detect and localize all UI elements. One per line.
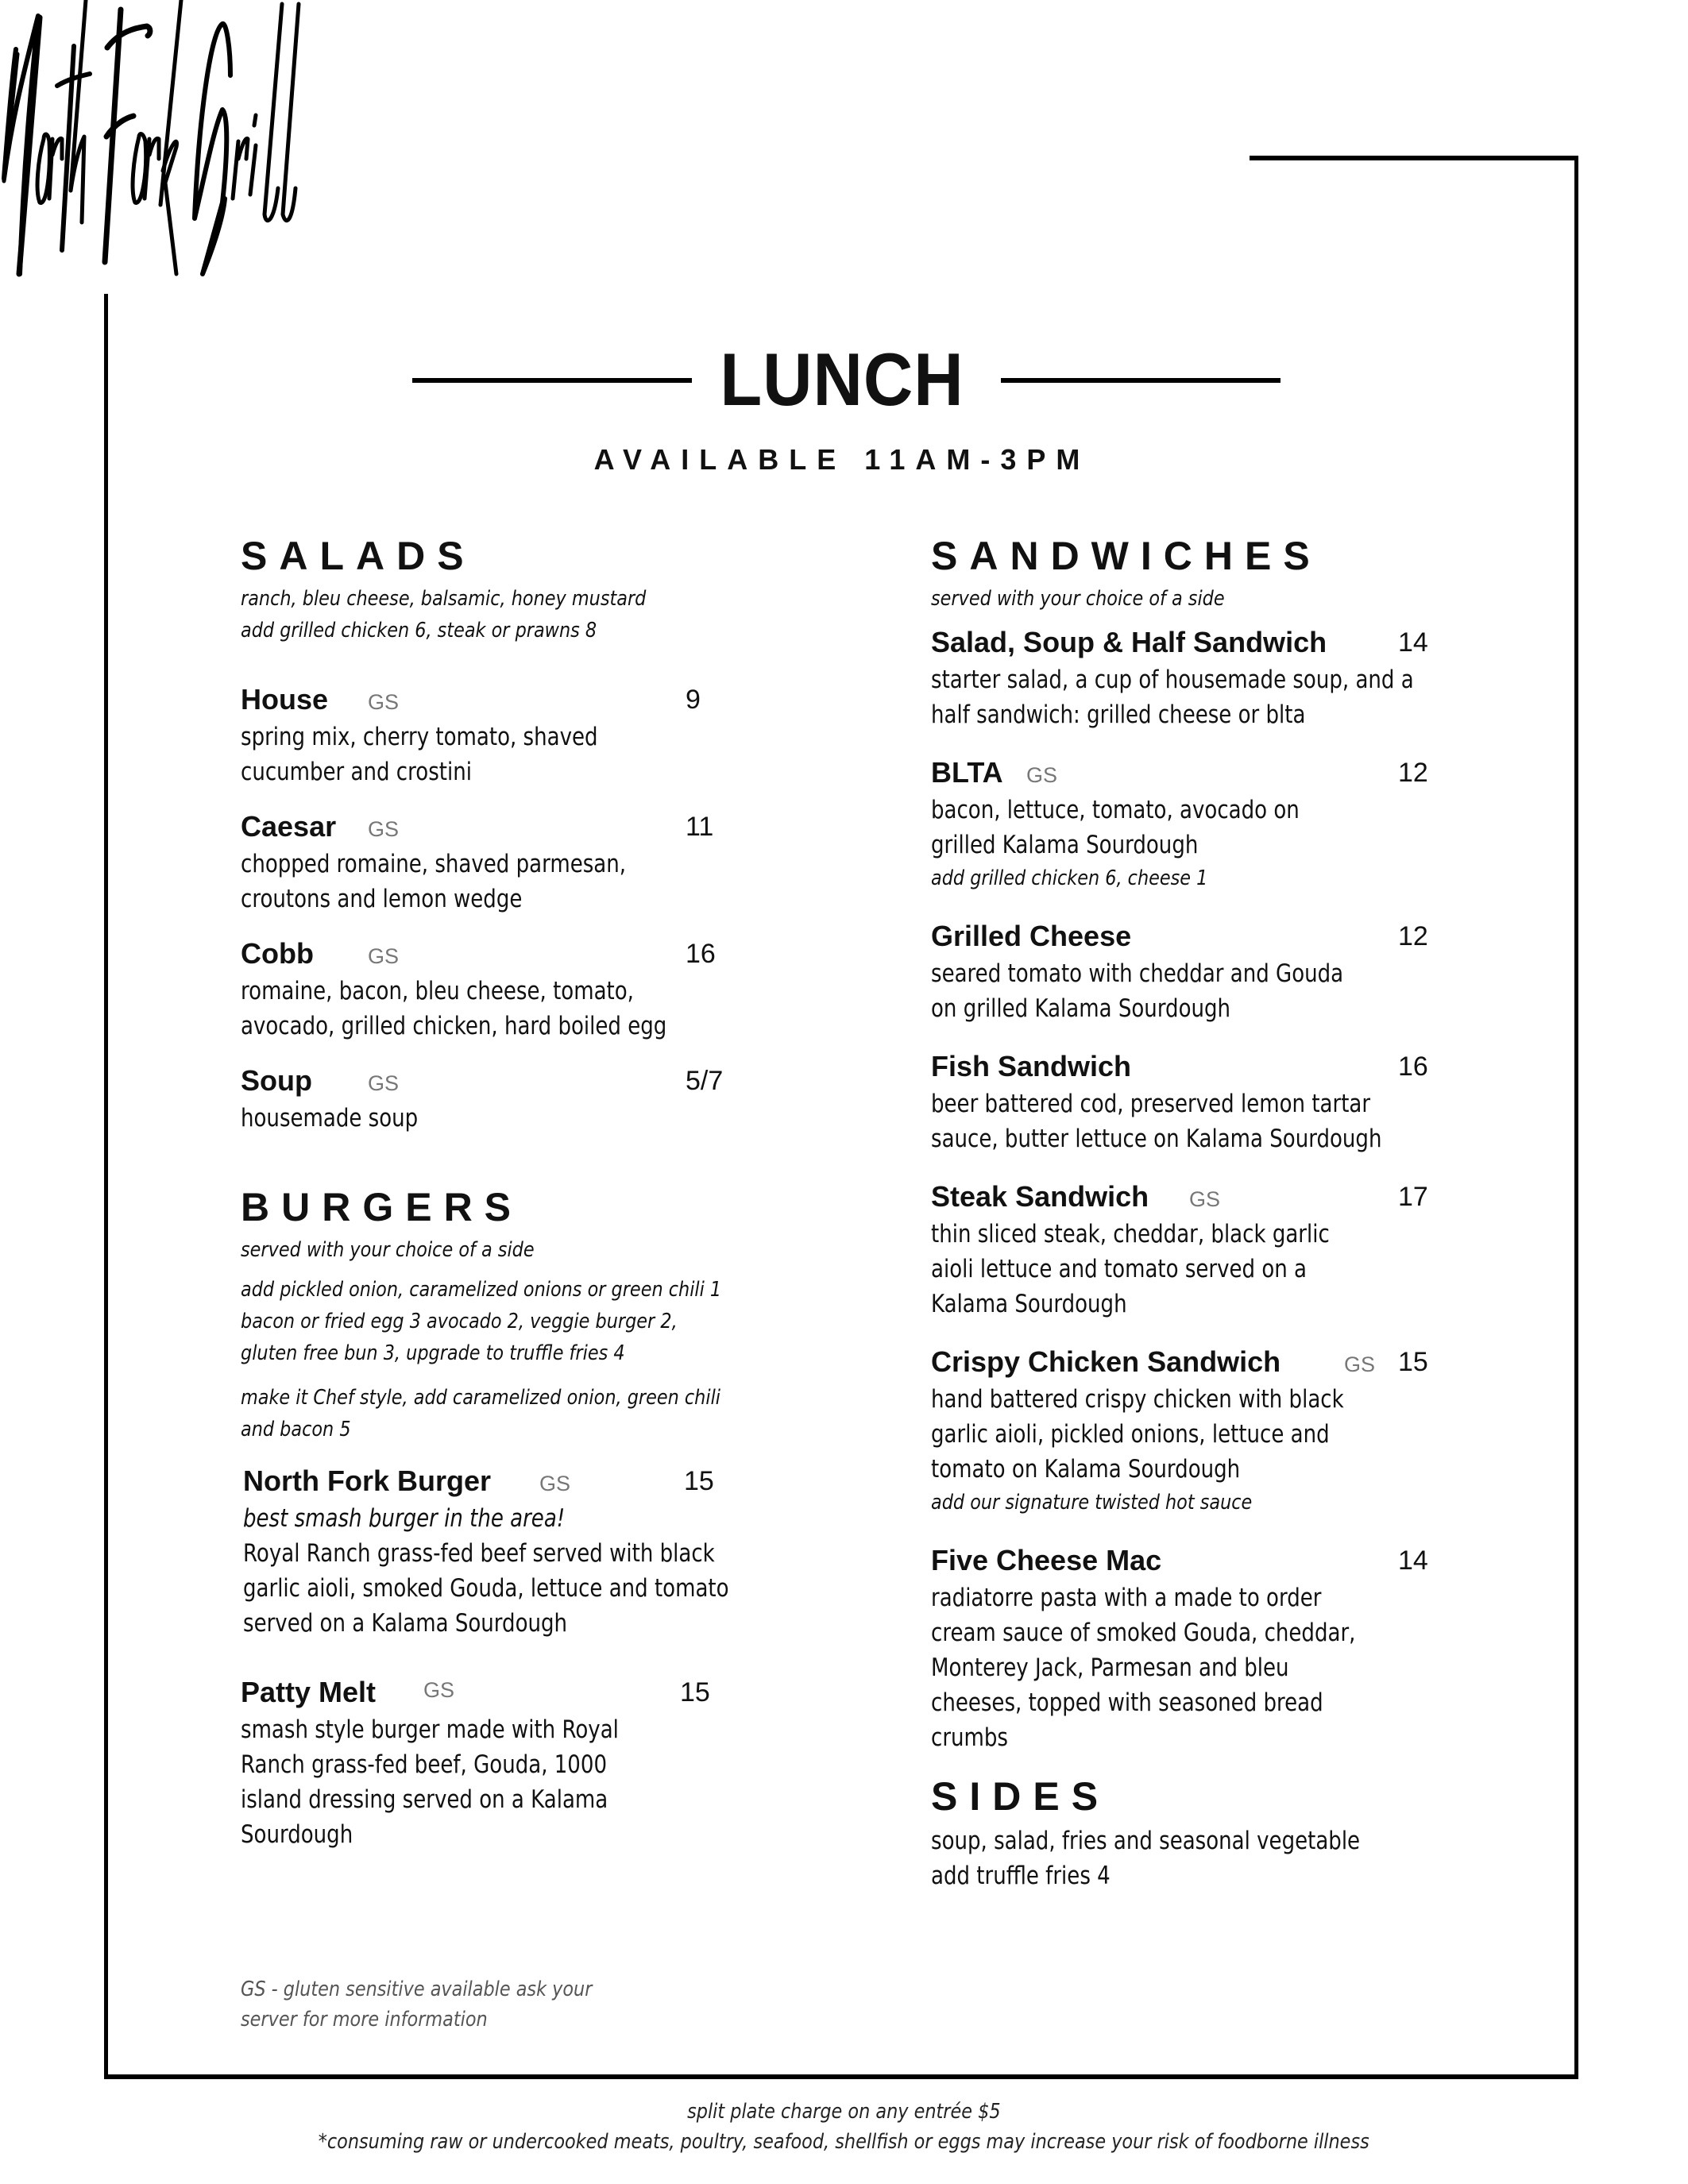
menu-item-five-cheese-mac bbox=[931, 1541, 1439, 1755]
gs-badge: GS bbox=[368, 817, 400, 841]
item-description: hand battered crispy chicken with black bbox=[931, 1385, 1344, 1414]
menu-item-crispy-chicken-sandwich bbox=[931, 1342, 1439, 1518]
burgers-chef-style-note: make it Chef style, add caramelized onion, green chili bbox=[241, 1386, 721, 1410]
sandwiches-side-note: served with your choice of a side bbox=[931, 587, 1225, 611]
item-price: 17 bbox=[1398, 1182, 1428, 1212]
item-name: Caesar bbox=[241, 810, 337, 843]
item-description: crumbs bbox=[931, 1723, 1008, 1752]
item-description: cucumber and crostini bbox=[241, 758, 472, 786]
item-description: Sourdough bbox=[241, 1820, 353, 1849]
item-price: 9 bbox=[686, 685, 701, 715]
item-price: 16 bbox=[686, 939, 716, 969]
gs-badge: GS bbox=[423, 1678, 455, 1702]
menu-frame-top-border bbox=[1250, 156, 1578, 160]
item-price: 5/7 bbox=[686, 1066, 724, 1096]
gs-legend-line: GS - gluten sensitive available ask your bbox=[241, 1978, 593, 2001]
lunch-header-rule-left bbox=[412, 378, 692, 383]
lunch-header-rule-right bbox=[1001, 378, 1280, 383]
item-price: 14 bbox=[1398, 627, 1428, 658]
restaurant-logo bbox=[0, 0, 1239, 286]
burgers-addons-note: bacon or fried egg 3 avocado 2, veggie burger 2, bbox=[241, 1310, 678, 1333]
item-description: beer battered cod, preserved lemon tartar bbox=[931, 1090, 1371, 1118]
item-description: sauce, butter lettuce on Kalama Sourdough bbox=[931, 1125, 1382, 1153]
menu-item-grilled-cheese bbox=[931, 916, 1439, 1026]
menu-item-house-salad bbox=[241, 680, 797, 789]
item-description: chopped romaine, shaved parmesan, bbox=[241, 850, 627, 878]
item-name: Five Cheese Mac bbox=[931, 1544, 1162, 1576]
item-description: radiatorre pasta with a made to order bbox=[931, 1584, 1322, 1612]
item-price: 15 bbox=[684, 1466, 714, 1496]
menu-item-steak-sandwich bbox=[931, 1177, 1439, 1322]
split-plate-note bbox=[0, 2097, 1688, 2127]
sides-description: add truffle fries 4 bbox=[931, 1862, 1111, 1890]
item-description: cream sauce of smoked Gouda, cheddar, bbox=[931, 1619, 1356, 1647]
menu-item-north-fork-burger bbox=[243, 1461, 797, 1641]
food-safety-warning bbox=[0, 2127, 1688, 2157]
sides-section bbox=[931, 1773, 1439, 1893]
item-description: smash style burger made with Royal bbox=[241, 1715, 619, 1744]
sandwiches-title: SANDWICHES bbox=[931, 534, 1322, 578]
salads-addons-note: add grilled chicken 6, steak or prawns 8 bbox=[241, 619, 597, 642]
item-name: House bbox=[241, 683, 329, 716]
script-title-graphic bbox=[0, 0, 1239, 286]
menu-item-patty-melt bbox=[241, 1673, 797, 1852]
item-description: croutons and lemon wedge bbox=[241, 885, 523, 913]
sandwiches-section bbox=[931, 532, 1439, 1755]
menu-item-caesar-salad bbox=[241, 807, 797, 916]
item-description: garlic aioli, pickled onions, lettuce and bbox=[931, 1420, 1330, 1449]
gs-badge: GS bbox=[368, 1071, 400, 1095]
item-description: thin sliced steak, cheddar, black garlic bbox=[931, 1220, 1330, 1248]
item-description: Monterey Jack, Parmesan and bleu bbox=[931, 1653, 1289, 1682]
sides-description: soup, salad, fries and seasonal vegetable bbox=[931, 1827, 1361, 1855]
burgers-chef-style-note: and bacon 5 bbox=[241, 1418, 351, 1441]
item-description: seared tomato with cheddar and Gouda bbox=[931, 959, 1344, 988]
menu-item-fish-sandwich bbox=[931, 1047, 1439, 1156]
item-name: BLTA bbox=[931, 756, 1003, 789]
item-price: 12 bbox=[1398, 921, 1428, 951]
item-name: North Fork Burger bbox=[243, 1464, 492, 1497]
burgers-title: BURGERS bbox=[241, 1185, 523, 1229]
availability-hours: AVAILABLE 11AM-3PM bbox=[593, 443, 1091, 476]
item-description: tomato on Kalama Sourdough bbox=[931, 1455, 1241, 1484]
item-price: 14 bbox=[1398, 1545, 1428, 1576]
item-description: Royal Ranch grass-fed beef served with black bbox=[243, 1539, 715, 1568]
item-description: half sandwich: grilled cheese or blta bbox=[931, 700, 1306, 729]
item-name: Cobb bbox=[241, 937, 314, 970]
menu-frame-bottom-border bbox=[104, 2074, 1578, 2079]
item-description: avocado, grilled chicken, hard boiled egg bbox=[241, 1012, 667, 1040]
item-price: 16 bbox=[1398, 1051, 1428, 1082]
item-price: 12 bbox=[1398, 758, 1428, 788]
menu-item-blta bbox=[931, 753, 1439, 894]
item-description: aioli lettuce and tomato served on a bbox=[931, 1255, 1308, 1283]
menu-frame-left-border bbox=[104, 294, 108, 2079]
left-column bbox=[241, 532, 797, 1852]
item-description: housemade soup bbox=[241, 1104, 419, 1133]
item-addon-note: add grilled chicken 6, cheese 1 bbox=[931, 866, 1208, 890]
item-description: bacon, lettuce, tomato, avocado on bbox=[931, 796, 1300, 824]
item-description: romaine, bacon, bleu cheese, tomato, bbox=[241, 977, 634, 1005]
item-name: Grilled Cheese bbox=[931, 920, 1132, 952]
item-name: Patty Melt bbox=[241, 1676, 377, 1708]
item-description: garlic aioli, smoked Gouda, lettuce and tomato bbox=[243, 1574, 729, 1603]
item-description: grilled Kalama Sourdough bbox=[931, 831, 1199, 859]
menu-item-salad-soup-half-sandwich bbox=[931, 623, 1439, 732]
item-price: 11 bbox=[686, 812, 714, 842]
burgers-side-note: served with your choice of a side bbox=[241, 1238, 535, 1262]
salads-title: SALADS bbox=[241, 534, 476, 578]
item-addon-note: add our signature twisted hot sauce bbox=[931, 1491, 1253, 1515]
item-tagline: best smash burger in the area! bbox=[243, 1504, 566, 1533]
gs-badge: GS bbox=[368, 690, 400, 714]
split-plate-text: split plate charge on any entrée $5 bbox=[687, 2100, 1001, 2124]
salads-dressings-note: ranch, bleu cheese, balsamic, honey mustard bbox=[241, 587, 647, 611]
right-column bbox=[931, 532, 1439, 1893]
burgers-addons-note: gluten free bun 3, upgrade to truffle fries 4 bbox=[241, 1341, 625, 1365]
gs-legend-line: server for more information bbox=[241, 2008, 488, 2032]
burgers-section bbox=[241, 1183, 797, 1852]
item-name: Crispy Chicken Sandwich bbox=[931, 1345, 1281, 1378]
item-description: on grilled Kalama Sourdough bbox=[931, 994, 1231, 1023]
salads-section bbox=[241, 532, 797, 1136]
item-description: served on a Kalama Sourdough bbox=[243, 1609, 568, 1638]
gs-legend-note bbox=[241, 1974, 592, 2035]
item-description: cheeses, topped with seasoned bread bbox=[931, 1688, 1323, 1717]
gs-badge: GS bbox=[368, 944, 400, 968]
item-name: Salad, Soup & Half Sandwich bbox=[931, 626, 1327, 658]
item-description: spring mix, cherry tomato, shaved bbox=[241, 723, 598, 751]
menu-frame-right-border bbox=[1574, 156, 1578, 2079]
menu-item-cobb-salad bbox=[241, 934, 797, 1044]
item-name: Soup bbox=[241, 1064, 312, 1097]
food-safety-text: *consuming raw or undercooked meats, poultry, seafood, shellfish or eggs may increase your risk of foodborne illness bbox=[318, 2130, 1370, 2154]
item-price: 15 bbox=[680, 1677, 710, 1707]
gs-badge: GS bbox=[1189, 1187, 1221, 1211]
item-name: Steak Sandwich bbox=[931, 1180, 1149, 1213]
gs-badge: GS bbox=[539, 1472, 571, 1495]
gs-badge: GS bbox=[1026, 763, 1058, 787]
item-description: Kalama Sourdough bbox=[931, 1290, 1127, 1318]
item-name: Fish Sandwich bbox=[931, 1050, 1132, 1082]
sides-title: SIDES bbox=[931, 1774, 1111, 1819]
item-description: island dressing served on a Kalama bbox=[241, 1785, 608, 1814]
menu-item-soup bbox=[241, 1061, 797, 1136]
item-description: starter salad, a cup of housemade soup, and a bbox=[931, 666, 1414, 694]
item-description: Ranch grass-fed beef, Gouda, 1000 bbox=[241, 1750, 608, 1779]
burgers-addons-note: add pickled onion, caramelized onions or green chili 1 bbox=[241, 1278, 722, 1302]
menu-title: LUNCH bbox=[720, 338, 964, 421]
item-price: 15 bbox=[1398, 1347, 1428, 1377]
gs-badge: GS bbox=[1344, 1352, 1376, 1376]
